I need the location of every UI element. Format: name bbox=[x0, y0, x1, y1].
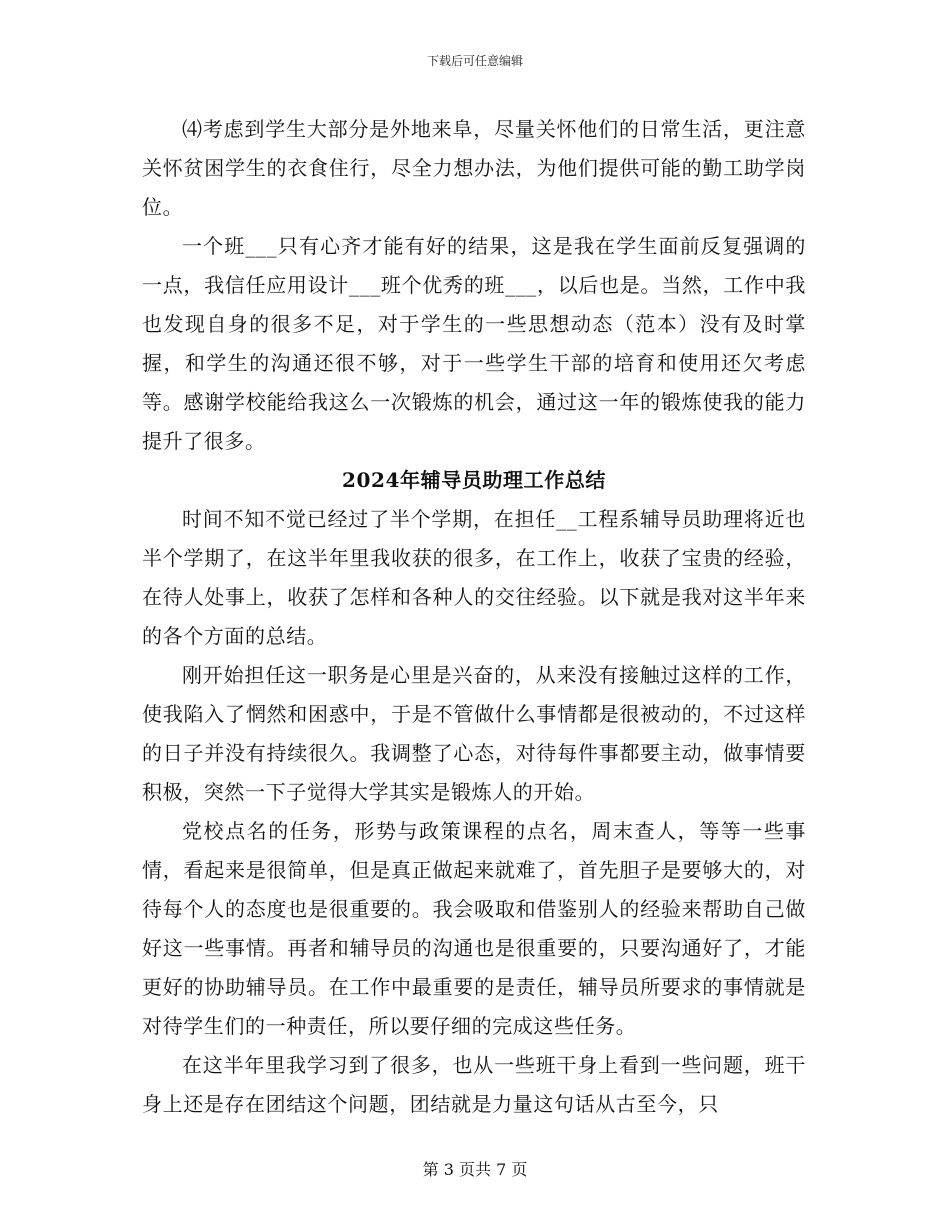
page-header: 下载后可任意编辑 bbox=[426, 54, 523, 68]
page-footer: 第 3 页共 7 页 bbox=[422, 1160, 528, 1179]
section-title: 2024年辅导员助理工作总结 bbox=[341, 468, 607, 492]
paragraph: 刚开始担任这一职务是心里是兴奋的，从来没有接触过这样的工作，使我陷入了惘然和困惑中，于是不管做什么事情都是很被动的，不过这样的日子并没有持续很久。我调整了心态，对待每件事都要主动，做事情要积极，突然一下子觉得大学其实是锻炼人的开始。 bbox=[142, 663, 806, 804]
paragraph: ⑷考虑到学生大部分是外地来阜，尽量关怀他们的日常生活，更注意关怀贫困学生的衣食住行，尽全力想办法，为他们提供可能的勤工助学岗位。 bbox=[142, 117, 806, 219]
paragraph: 党校点名的任务，形势与政策课程的点名，周末查人，等等一些事情，看起来是很简单，但是真正做起来就难了，首先胆子是要够大的，对待每个人的态度也是很重要的。我会吸取和借鉴别人的经验来帮助自己做好这一些事情。再者和辅导员的沟通也是很重要的，只要沟通好了，才能更好的协助辅导员。在工作中最重要的是责任，辅导员所要求的事情就是对待学生们的一种责任，所以要仔细的完成这些任务。 bbox=[142, 819, 806, 1038]
paragraph: 在这半年里我学习到了很多，也从一些班干身上看到一些问题，班干身上还是存在团结这个问题，团结就是力量这句话从古至今，只 bbox=[142, 1053, 806, 1116]
document-body bbox=[142, 110, 806, 1124]
paragraph: 时间不知不觉已经过了半个学期，在担任__工程系辅导员助理将近也半个学期了，在这半年里我收获的很多，在工作上，收获了宝贵的经验，在待人处事上，收获了怎样和各种人的交往经验。以下就是我对这半年来的各个方面的总结。 bbox=[142, 507, 806, 648]
paragraph: 一个班___只有心齐才能有好的结果，这是我在学生面前反复强调的一点，我信任应用设计___班个优秀的班___，以后也是。当然，工作中我也发现自身的很多不足，对于学生的一些思想动态（范本）没有及时掌握，和学生的沟通还很不够，对于一些学生干部的培育和使用还欠考虑等。感谢学校能给我这么一次锻炼的机会，通过这一年的锻炼使我的能力提升了很多。 bbox=[142, 234, 806, 453]
